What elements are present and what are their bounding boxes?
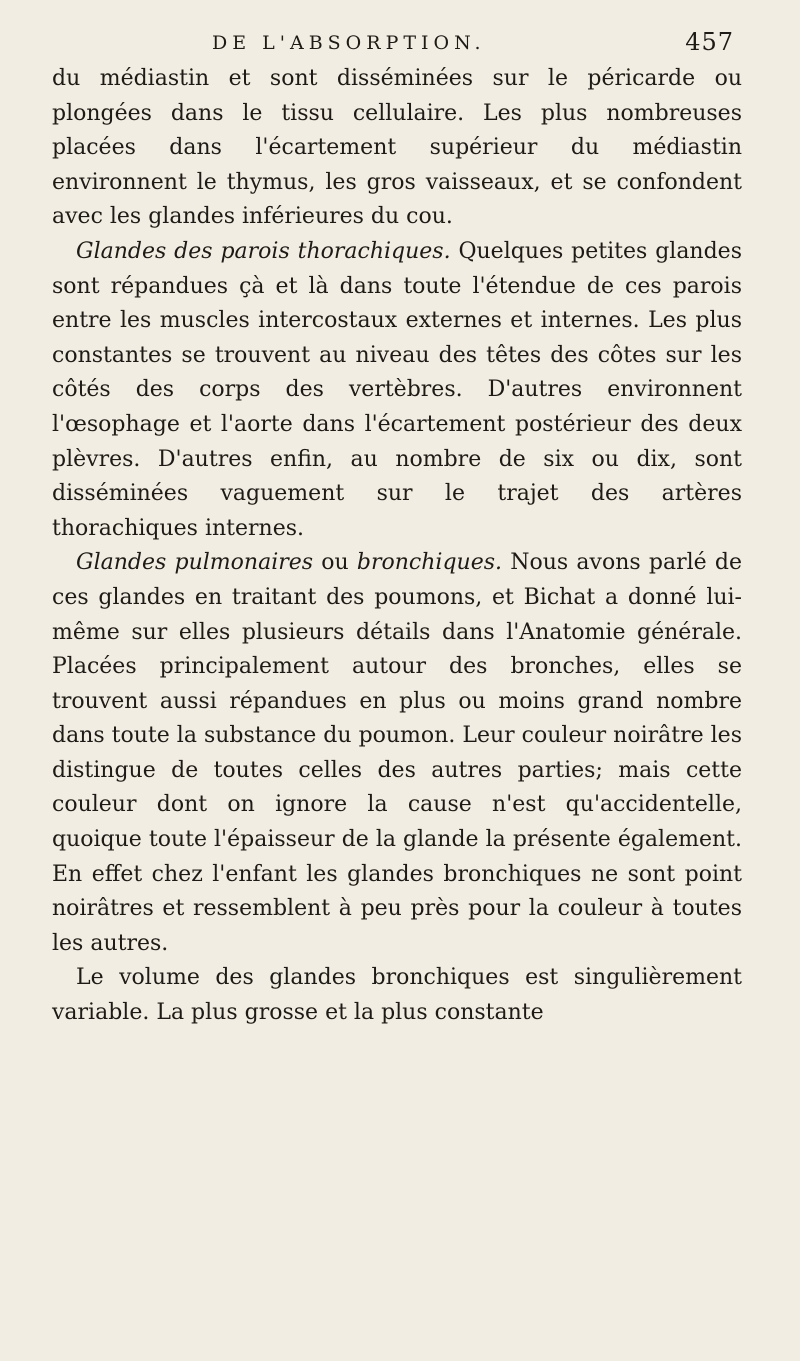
- section-heading-pulmonaires: Glandes pulmonaires: [76, 550, 314, 576]
- heading-connector: ou: [313, 550, 357, 576]
- paragraph-glandes-bronchiques: [52, 546, 742, 961]
- section-heading-thorachiques: Glandes des parois thorachiques.: [76, 238, 451, 264]
- paragraph-glandes-thorachiques: [52, 235, 742, 546]
- paragraph-text: du médiastin et sont disséminées sur le péricarde ou plongées dans le tissu cellulaire. Les plus nombreuses placées dans l'écartement supérieur du médiastin environnent le thymus, les gros vaisseaux, et se confondent avec les glandes inférieures du cou.: [52, 66, 742, 230]
- running-head: [52, 28, 742, 62]
- page-number: 457: [685, 28, 734, 56]
- body-text: [52, 62, 742, 1031]
- paragraph-text: Nous avons parlé de ces glandes en traitant des poumons, et Bichat a donné lui-même sur elles plusieurs détails dans l'Anatomie générale. Placées principalement autour des bronches, elles se trouvent aussi répandues en plus ou moins grand nombre dans toute la substance du poumon. Leur couleur noirâtre les distingue de toutes celles des autres parties; mais cette couleur dont on ignore la cause n'est qu'accidentelle, quoique toute l'épaisseur de la glande la présente également. En effet chez l'enfant les glandes bronchiques ne sont point noirâtres et ressemblent à peu près pour la couleur à toutes les autres.: [52, 550, 742, 956]
- section-heading-bronchiques: bronchiques.: [356, 550, 503, 576]
- paragraph-mediastin-continuation: [52, 62, 742, 235]
- paragraph-volume: [52, 961, 742, 1030]
- paragraph-text: Le volume des glandes bronchiques est singulièrement variable. La plus grosse et la plus constante: [52, 965, 742, 1026]
- paragraph-text: Quelques petites glandes sont répandues çà et là dans toute l'étendue de ces parois entre les muscles intercostaux externes et internes. Les plus constantes se trouvent au niveau des têtes des côtes sur les côtés des corps des vertèbres. D'autres environnent l'œsophage et l'aorte dans l'écartement postérieur des deux plèvres. D'autres enfin, au nombre de six ou dix, sont disséminées vaguement sur le trajet des artères thorachiques internes.: [52, 238, 742, 541]
- book-page: [52, 28, 742, 1031]
- running-head-title: DE L'ABSORPTION.: [212, 32, 486, 54]
